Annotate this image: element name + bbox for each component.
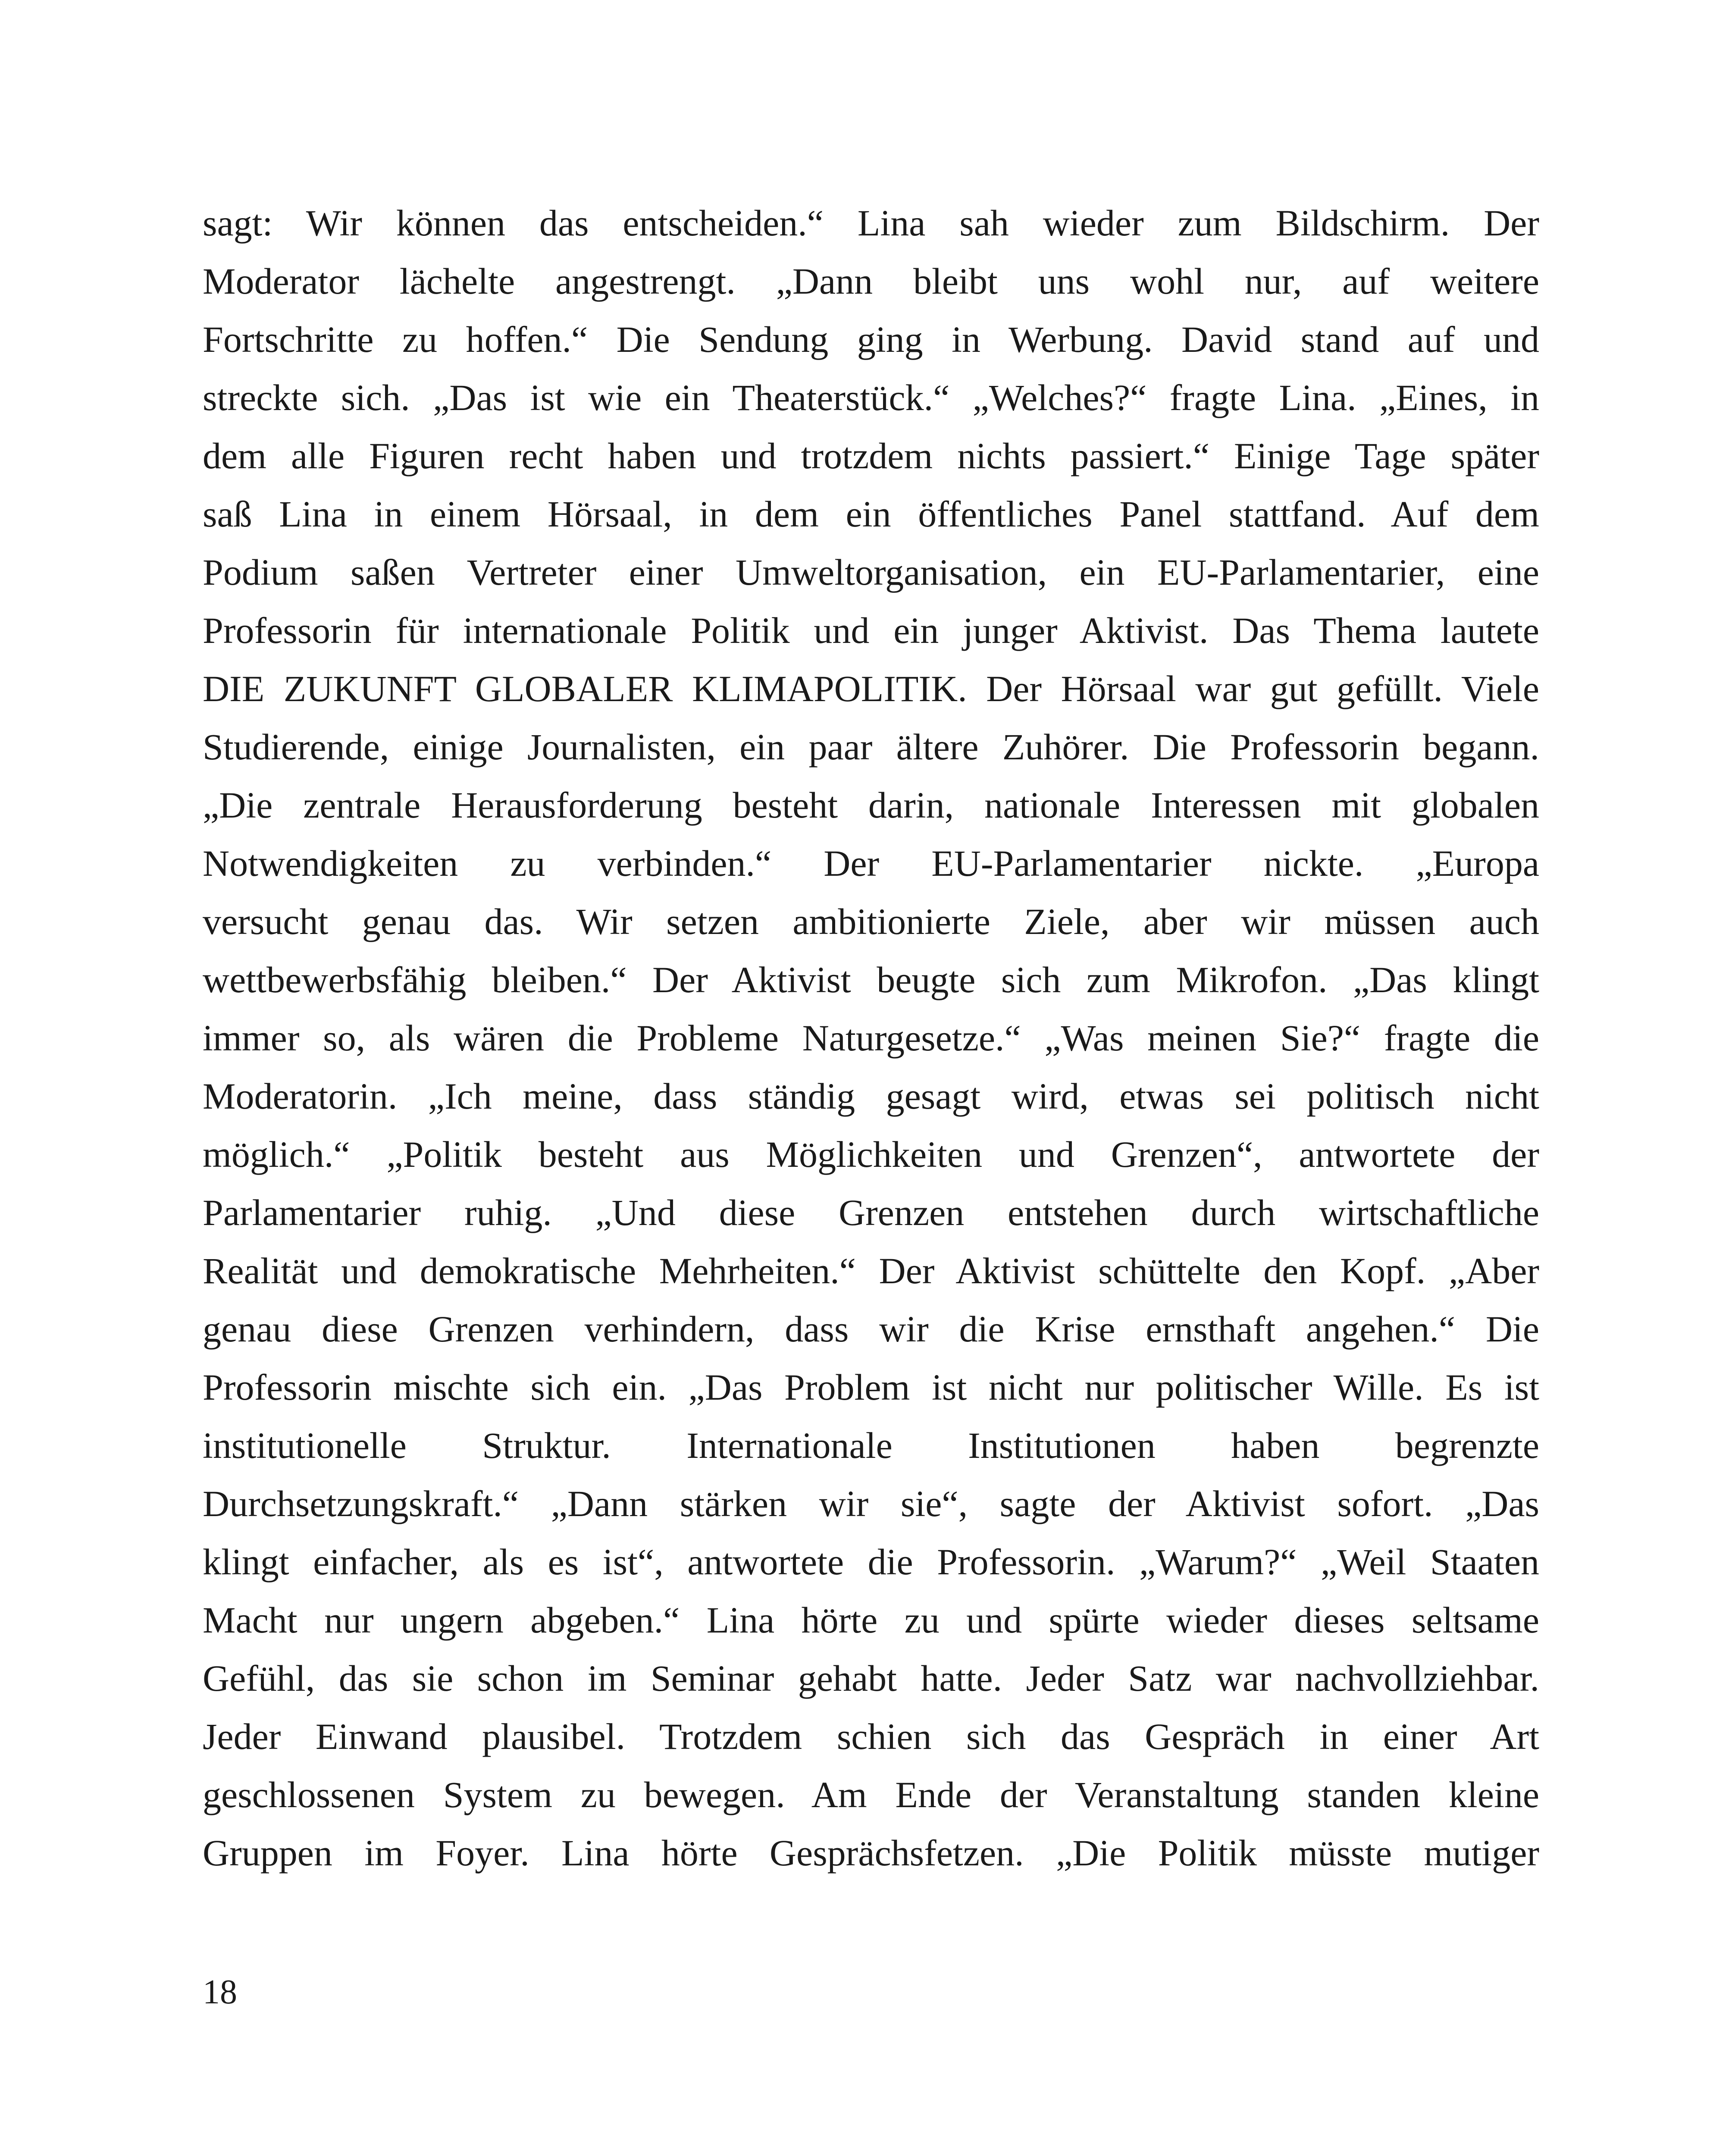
text-line: klingt einfacher, als es ist“, antwortete die Professorin. „Warum?“ „Weil Staaten	[203, 1541, 1539, 1583]
text-line: Moderator lächelte angestrengt. „Dann bleibt uns wohl nur, auf weitere	[203, 260, 1539, 302]
text-line: streckte sich. „Das ist wie ein Theaterstück.“ „Welches?“ fragte Lina. „Eines, in	[203, 377, 1539, 418]
text-line: Notwendigkeiten zu verbinden.“ Der EU-Parlamentarier nickte. „Europa	[203, 843, 1539, 884]
text-line: möglich.“ „Politik besteht aus Möglichkeiten und Grenzen“, antwortete der	[203, 1134, 1539, 1175]
text-line: institutionelle Struktur. Internationale Institutionen haben begrenzte	[203, 1425, 1539, 1466]
text-line: DIE ZUKUNFT GLOBALER KLIMAPOLITIK. Der Hörsaal war gut gefüllt. Viele	[203, 668, 1539, 709]
text-line: Parlamentarier ruhig. „Und diese Grenzen entstehen durch wirtschaftliche	[203, 1192, 1539, 1233]
text-line: Gruppen im Foyer. Lina hörte Gesprächsfetzen. „Die Politik müsste mutiger	[203, 1832, 1539, 1874]
text-line: geschlossenen System zu bewegen. Am Ende der Veranstaltung standen kleine	[203, 1774, 1539, 1815]
text-line: genau diese Grenzen verhindern, dass wir die Krise ernsthaft angehen.“ Die	[203, 1308, 1539, 1350]
page-number: 18	[203, 1973, 237, 2011]
text-line: Durchsetzungskraft.“ „Dann stärken wir sie“, sagte der Aktivist sofort. „Das	[203, 1483, 1539, 1524]
text-line: Professorin mischte sich ein. „Das Problem ist nicht nur politischer Wille. Es ist	[203, 1366, 1539, 1408]
text-line: Moderatorin. „Ich meine, dass ständig gesagt wird, etwas sei politisch nicht	[203, 1075, 1539, 1117]
text-line: versucht genau das. Wir setzen ambitionierte Ziele, aber wir müssen auch	[203, 901, 1539, 942]
text-line: Fortschritte zu hoffen.“ Die Sendung ging in Werbung. David stand auf und	[203, 319, 1539, 360]
text-line: Professorin für internationale Politik und ein junger Aktivist. Das Thema lautete	[203, 610, 1539, 651]
text-line: immer so, als wären die Probleme Naturgesetze.“ „Was meinen Sie?“ fragte die	[203, 1017, 1539, 1059]
text-line: sagt: Wir können das entscheiden.“ Lina sah wieder zum Bildschirm. Der	[203, 202, 1539, 244]
text-line: „Die zentrale Herausforderung besteht darin, nationale Interessen mit globalen	[203, 784, 1539, 826]
text-line: Jeder Einwand plausibel. Trotzdem schien sich das Gespräch in einer Art	[203, 1716, 1539, 1757]
text-line: Studierende, einige Journalisten, ein paar ältere Zuhörer. Die Professorin begann.	[203, 726, 1539, 768]
text-line: Gefühl, das sie schon im Seminar gehabt hatte. Jeder Satz war nachvollziehbar.	[203, 1658, 1539, 1699]
text-line: Podium saßen Vertreter einer Umweltorganisation, ein EU-Parlamentarier, eine	[203, 552, 1539, 593]
body-text	[203, 194, 1539, 1882]
text-line: wettbewerbsfähig bleiben.“ Der Aktivist beugte sich zum Mikrofon. „Das klingt	[203, 959, 1539, 1000]
text-line: Realität und demokratische Mehrheiten.“ Der Aktivist schüttelte den Kopf. „Aber	[203, 1250, 1539, 1291]
text-line: saß Lina in einem Hörsaal, in dem ein öffentliches Panel stattfand. Auf dem	[203, 493, 1539, 535]
text-line: Macht nur ungern abgeben.“ Lina hörte zu und spürte wieder dieses seltsame	[203, 1599, 1539, 1641]
text-line: dem alle Figuren recht haben und trotzdem nichts passiert.“ Einige Tage später	[203, 435, 1539, 476]
